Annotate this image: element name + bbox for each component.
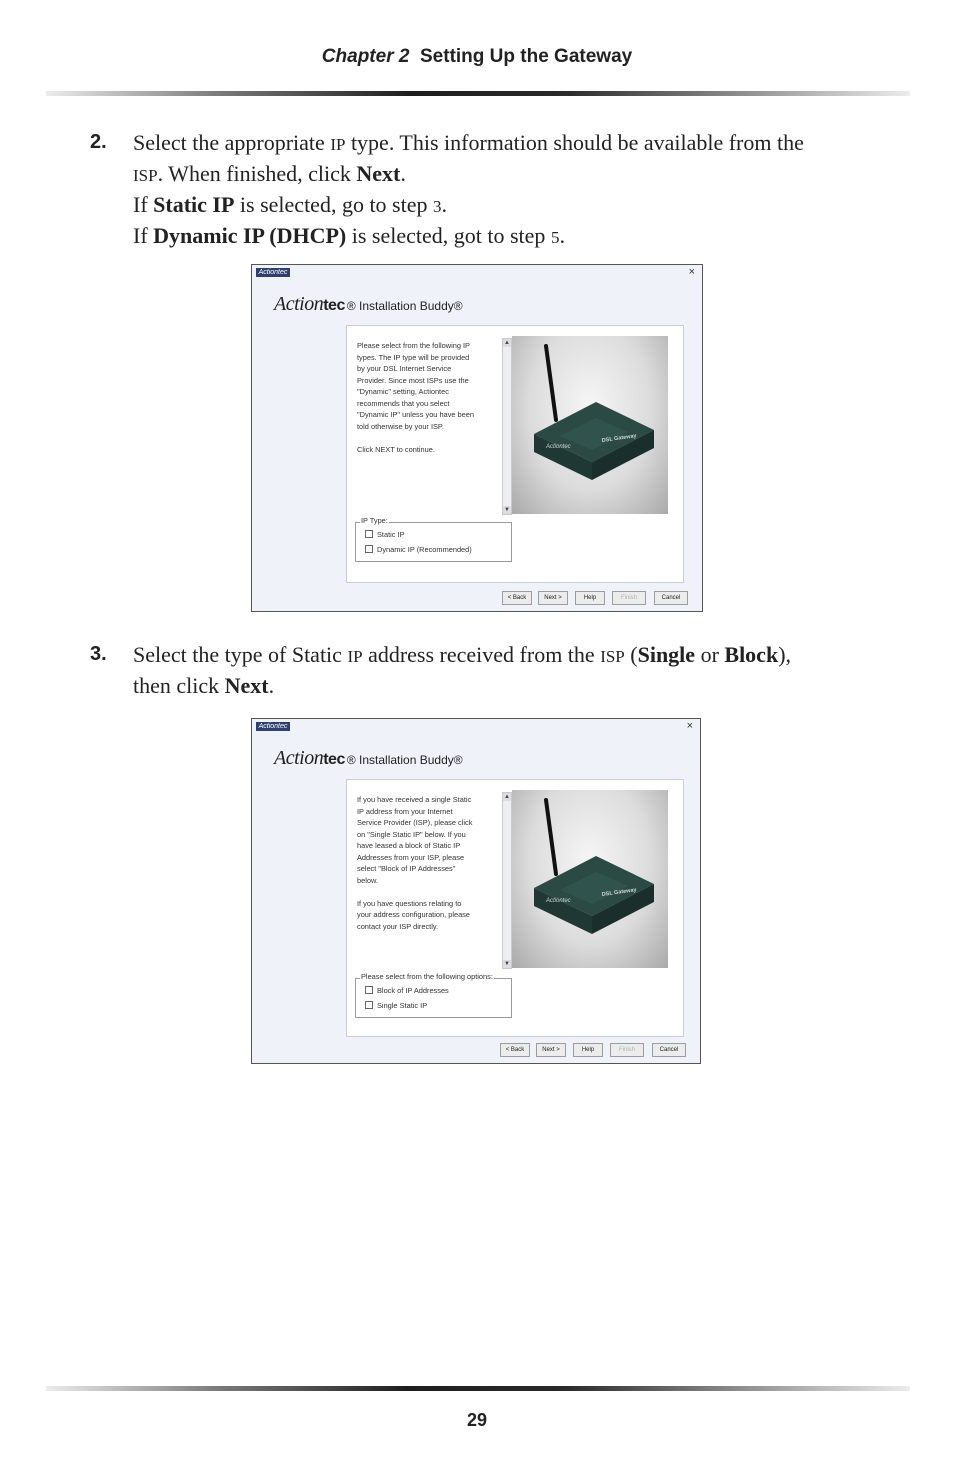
step-number: 2. <box>90 131 107 153</box>
step-text <box>133 640 870 700</box>
scrollbar[interactable] <box>502 338 512 515</box>
text: If <box>133 223 154 248</box>
next-button[interactable]: Next > <box>536 1043 566 1057</box>
chapter-label: Chapter 2 <box>321 46 410 67</box>
text: type. This information should be available from the <box>345 130 804 155</box>
scroll-down-icon[interactable]: ▼ <box>504 507 510 513</box>
text: ISP <box>133 166 158 185</box>
next-emphasis: Next <box>356 161 401 186</box>
group-legend: IP Type: <box>361 516 388 525</box>
scrollbar[interactable] <box>502 792 512 969</box>
scroll-up-icon[interactable]: ▲ <box>504 340 510 346</box>
text: then click <box>133 673 225 698</box>
button-bar <box>502 591 692 605</box>
option-label: Static IP <box>377 530 405 539</box>
ip-type-group <box>355 516 512 562</box>
text: ), <box>778 642 792 667</box>
help-button[interactable]: Help <box>575 591 605 605</box>
chapter-title: Setting Up the Gateway <box>420 46 633 67</box>
close-icon[interactable]: × <box>686 720 693 732</box>
titlebar-logo: Actiontec <box>256 268 290 277</box>
brand-logo <box>274 293 463 316</box>
text: or <box>695 642 725 667</box>
group-legend: Please select from the following options: <box>361 972 493 981</box>
footer-rule <box>46 1386 910 1391</box>
device-model: DSL Gateway <box>601 433 637 444</box>
checkbox[interactable] <box>365 530 373 538</box>
titlebar-logo: Actiontec <box>256 722 290 731</box>
content-panel <box>346 325 684 583</box>
step-text <box>133 128 870 252</box>
running-header <box>0 46 954 68</box>
text: If <box>133 192 154 217</box>
scroll-down-icon[interactable]: ▼ <box>504 961 510 967</box>
back-button[interactable]: < Back <box>502 591 532 605</box>
device-brand: Actiontec <box>546 444 571 450</box>
checkbox[interactable] <box>365 986 373 994</box>
scroll-up-icon[interactable]: ▲ <box>504 794 510 800</box>
dynamic-ip-emphasis: Dynamic IP (DHCP) <box>153 223 347 248</box>
text: Select the type of Static <box>133 642 348 667</box>
brand-logo <box>274 747 463 770</box>
finish-button[interactable]: Finish <box>610 1043 644 1057</box>
text: . <box>559 223 565 248</box>
gateway-photo <box>512 336 668 514</box>
checkbox[interactable] <box>365 545 373 553</box>
product-name: ® Installation Buddy® <box>346 299 463 313</box>
option-label: Dynamic IP (Recommended) <box>377 545 472 554</box>
installation-dialog-static-ip <box>251 718 701 1064</box>
block-emphasis: Block <box>724 642 779 667</box>
text: is selected, got to step <box>346 223 551 248</box>
cancel-button[interactable]: Cancel <box>652 1043 686 1057</box>
logo-bold: tec <box>323 751 345 768</box>
text: ISP <box>600 647 625 666</box>
content-panel <box>346 779 684 1037</box>
back-button[interactable]: < Back <box>500 1043 530 1057</box>
option-label: Block of IP Addresses <box>377 986 449 995</box>
logo-script: Action <box>274 747 324 769</box>
installation-dialog-ip-type <box>251 264 703 612</box>
next-button[interactable]: Next > <box>538 591 568 605</box>
dynamic-ip-option[interactable] <box>365 545 472 554</box>
checkbox[interactable] <box>365 1001 373 1009</box>
text: is selected, go to step <box>234 192 433 217</box>
text: IP <box>347 647 363 666</box>
text: Select the appropriate <box>133 130 331 155</box>
static-ip-emphasis: Static IP <box>153 192 235 217</box>
step-2 <box>90 128 870 252</box>
device-brand: Actiontec <box>546 898 571 904</box>
text: IP <box>330 135 346 154</box>
instructions-text: Please select from the following IP types. The IP type will be provided by your DSL Internet Service Provider. Since most ISPs use the "Dynamic" setting, Actiontec recommends that you select "Dynamic IP" unless you have been told otherwise by your ISP. Click NEXT to continue. <box>357 341 474 454</box>
address-type-group <box>355 972 512 1018</box>
step-number: 3. <box>90 643 107 665</box>
text: . <box>400 161 406 186</box>
logo-bold: tec <box>323 297 345 314</box>
finish-button[interactable]: Finish <box>612 591 646 605</box>
text: address received from the <box>362 642 601 667</box>
product-name: ® Installation Buddy® <box>346 753 463 767</box>
device-model: DSL Gateway <box>601 887 637 898</box>
text: . When finished, click <box>157 161 357 186</box>
block-ip-option[interactable] <box>365 986 449 995</box>
button-bar <box>500 1043 690 1057</box>
static-ip-option[interactable] <box>365 530 405 539</box>
single-emphasis: Single <box>637 642 696 667</box>
logo-script: Action <box>274 293 324 315</box>
step-ref: 3 <box>433 197 442 216</box>
step-ref: 5 <box>550 228 560 247</box>
text: . <box>268 673 275 698</box>
help-button[interactable]: Help <box>573 1043 603 1057</box>
single-static-ip-option[interactable] <box>365 1001 427 1010</box>
step-3 <box>90 640 870 700</box>
gateway-photo <box>512 790 668 968</box>
option-label: Single Static IP <box>377 1001 428 1010</box>
close-icon[interactable]: × <box>688 266 695 278</box>
text: . <box>441 192 447 217</box>
cancel-button[interactable]: Cancel <box>654 591 688 605</box>
text: ( <box>624 642 638 667</box>
header-rule <box>46 91 910 96</box>
page-number: 29 <box>466 1410 488 1430</box>
next-emphasis: Next <box>224 673 269 698</box>
instructions-text: If you have received a single Static IP address from your Internet Service Provider (ISP), please click on "Single Static IP" below. If you have leased a block of Static IP Addresses from your ISP, please select "Block of IP Addresses" below. If you have questions relating to your address configuration, please contact your ISP directly. <box>357 795 473 931</box>
